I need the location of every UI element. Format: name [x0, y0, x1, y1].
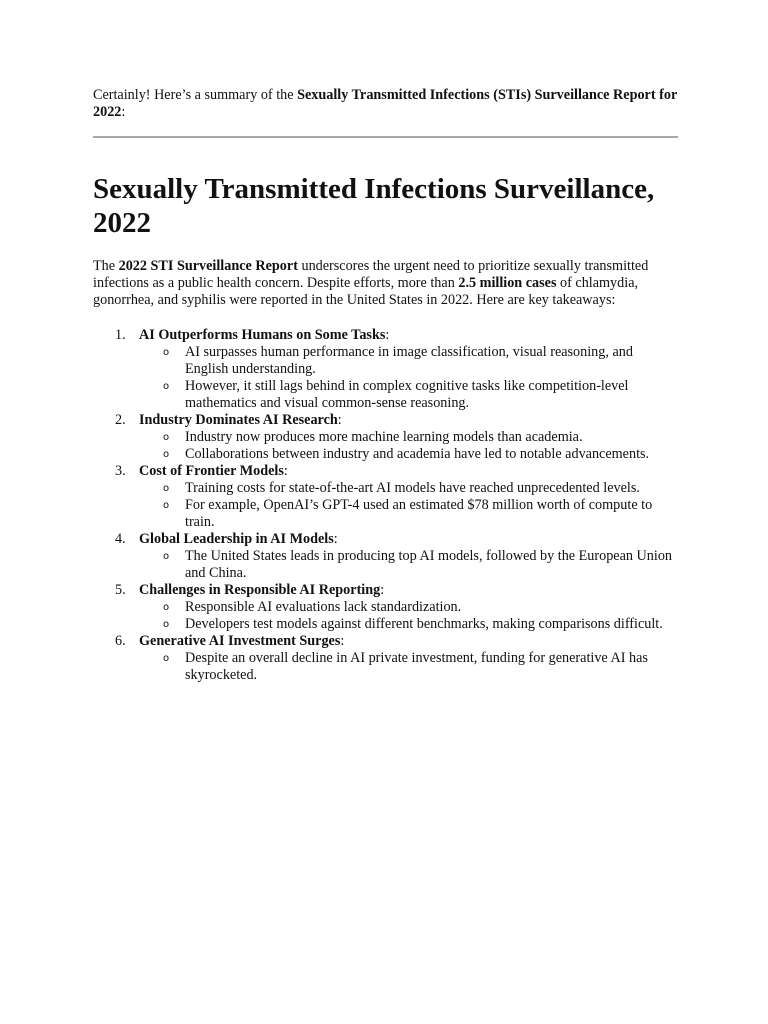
sub-bullet-item: [163, 344, 678, 378]
takeaway-item: [93, 531, 678, 582]
intro-prefix: Certainly! Here’s a summary of the: [93, 87, 298, 103]
lead-report-name: 2022 STI Surveillance Report: [118, 258, 298, 274]
takeaway-heading: Global Leadership in AI Models: [139, 531, 334, 547]
heading-colon: :: [380, 582, 385, 598]
sub-bullet-item: [163, 429, 678, 446]
heading-colon: :: [283, 463, 288, 479]
lead-text-2: underscores the urgent need to prioritize sexually transmitted infections as a public health concern. Despite efforts, more than: [93, 258, 649, 291]
sub-bullet-item: [163, 599, 678, 616]
sub-bullet-item: [163, 480, 678, 497]
sub-bullet-list: [139, 344, 678, 412]
page-title: Sexually Transmitted Infections Surveillance, 2022: [93, 173, 655, 239]
sub-bullet-item: [163, 650, 678, 684]
circle-bullet-icon: o: [163, 432, 170, 443]
sub-bullet-text: Industry now produces more machine learning models than academia.: [185, 429, 583, 445]
sub-bullet-item: [163, 548, 678, 582]
sub-bullet-text: Responsible AI evaluations lack standardization.: [185, 599, 462, 615]
sub-bullet-list: [139, 480, 678, 531]
sub-bullet-text: Developers test models against different benchmarks, making comparisons difficult.: [185, 616, 663, 632]
circle-bullet-icon: o: [163, 551, 170, 562]
sub-bullet-list: [139, 599, 678, 633]
sub-bullet-text: For example, OpenAI’s GPT-4 used an estimated $78 million worth of compute to train.: [185, 497, 653, 530]
lead-text-3: of chlamydia, gonorrhea, and syphilis were reported in the United States in 2022. Here are key takeaways:: [93, 275, 639, 308]
sub-bullet-text: Training costs for state-of-the-art AI models have reached unprecedented levels.: [185, 480, 640, 496]
sub-bullet-text: Collaborations between industry and academia have led to notable advancements.: [185, 446, 650, 462]
list-number: 4.: [115, 531, 126, 547]
sub-bullet-item: [163, 378, 678, 412]
sub-bullet-list: [139, 548, 678, 582]
sub-bullet-text: However, it still lags behind in complex cognitive tasks like competition-level mathematics and visual common-sense reasoning.: [185, 378, 629, 411]
horizontal-divider: [93, 136, 678, 138]
list-number: 3.: [115, 463, 126, 479]
intro-paragraph: [93, 87, 678, 121]
list-number: 6.: [115, 633, 126, 649]
lead-text-1: The: [93, 258, 119, 274]
sub-bullet-item: [163, 616, 678, 633]
takeaway-item: [93, 327, 678, 412]
heading-colon: :: [385, 327, 390, 343]
takeaway-heading: Challenges in Responsible AI Reporting: [139, 582, 381, 598]
sub-bullet-text: The United States leads in producing top AI models, followed by the European Union and China.: [185, 548, 673, 581]
sub-bullet-item: [163, 446, 678, 463]
takeaway-heading: AI Outperforms Humans on Some Tasks: [139, 327, 386, 343]
lead-case-count: 2.5 million cases: [458, 275, 557, 291]
document-page: [93, 87, 678, 684]
heading-colon: :: [340, 633, 345, 649]
sub-bullet-list: [139, 429, 678, 463]
lead-paragraph: [93, 258, 678, 309]
sub-bullet-text: Despite an overall decline in AI private investment, funding for generative AI has skyrocketed.: [185, 650, 648, 683]
takeaway-item: [93, 412, 678, 463]
sub-bullet-text: AI surpasses human performance in image classification, visual reasoning, and English understanding.: [185, 344, 633, 377]
circle-bullet-icon: o: [163, 347, 170, 358]
circle-bullet-icon: o: [163, 653, 170, 664]
sub-bullet-item: [163, 497, 678, 531]
circle-bullet-icon: o: [163, 619, 170, 630]
circle-bullet-icon: o: [163, 500, 170, 511]
takeaway-item: [93, 633, 678, 684]
takeaway-heading: Generative AI Investment Surges: [139, 633, 341, 649]
takeaway-item: [93, 463, 678, 531]
sub-bullet-list: [139, 650, 678, 684]
intro-suffix: :: [121, 104, 126, 120]
heading-colon: :: [333, 531, 338, 547]
circle-bullet-icon: o: [163, 602, 170, 613]
intro-report-name: Sexually Transmitted Infections (STIs) Surveillance Report for 2022: [93, 87, 677, 120]
takeaways-list: [93, 327, 678, 684]
heading-colon: :: [337, 412, 342, 428]
takeaway-heading: Industry Dominates AI Research: [139, 412, 338, 428]
circle-bullet-icon: o: [163, 483, 170, 494]
circle-bullet-icon: o: [163, 449, 170, 460]
list-number: 1.: [115, 327, 126, 343]
list-number: 5.: [115, 582, 126, 598]
circle-bullet-icon: o: [163, 381, 170, 392]
takeaway-heading: Cost of Frontier Models: [139, 463, 284, 479]
list-number: 2.: [115, 412, 126, 428]
takeaway-item: [93, 582, 678, 633]
